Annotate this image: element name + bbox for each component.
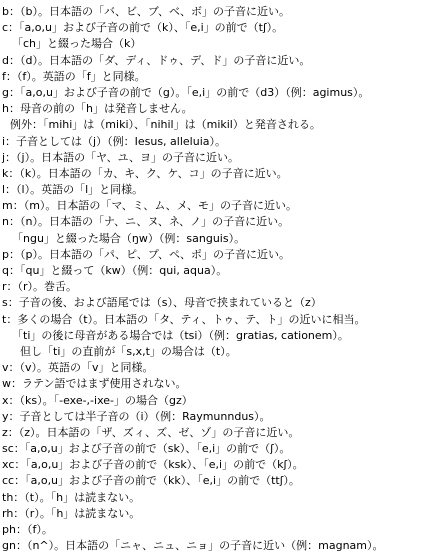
entry-th: th：（t）。「h」は読まない。 [2, 490, 141, 504]
entry-t: t：多くの場合（t）。日本語の「タ、ティ、トゥ、テ、ト」の近いに相当。 [2, 312, 366, 326]
entry-cc: cc：「a,o,u」および子音の前で（kk）、「e,i」の前で（ttʃ）。 [2, 474, 300, 488]
entry-n-ngu-note: 「ngu」と綴った場合（ŋw）（例：sanguis）。 [12, 231, 246, 245]
entry-h: h：母音の前の「h」は発音しません。 [2, 102, 193, 116]
entry-z: z：（z）。日本語の「ザ、ズィ、ズ、ゼ、ゾ」の子音に近い。 [2, 425, 300, 439]
entry-n: n：（n）。日本語の「ナ、ニ、ヌ、ネ、ノ」の子音に近い。 [2, 215, 290, 229]
entry-k: k：（k）。日本語の「カ、キ、ク、ケ、コ」の子音に近い。 [2, 166, 288, 180]
entry-q: q：「qu」と綴って（kw）（例：qui, aqua）。 [2, 264, 228, 277]
entry-x: x：（ks）。「-exe-,-ixe-」の場合（gz） [2, 393, 193, 407]
entry-w: w：ラテン語ではまず使用されない。 [2, 377, 187, 391]
entry-xc: xc：「a,o,u」および子音の前で（ksk）、「e,i」の前で（kʃ）。 [2, 458, 304, 472]
entry-p: p：（p）。日本語の「パ、ピ、プ、ペ、ポ」の子音に近い。 [2, 247, 290, 261]
entry-ph: ph：（f）。 [2, 523, 53, 536]
entry-v: v：（v）。英語の「v」と同様。 [2, 361, 154, 375]
entry-gn: gn：（n^）。日本語の「ニャ、ニュ、ニョ」の子音に近い（例：magnam）。 [2, 539, 384, 553]
entry-r: r：（r）。巻舌。 [2, 280, 78, 294]
entry-y: y：子音としては半子音の（i）（例：Raymunndus）。 [2, 409, 271, 423]
entry-b: b：（b）。日本語の「バ、ビ、ブ、ベ、ボ」の子音に近い。 [2, 5, 290, 18]
entry-h-exception: 例外：「mihi」は（miki）、「nihil」は（mikil）と発音される。 [10, 118, 321, 132]
entry-t-exception: 但し「ti」の直前が「s,x,t」の場合は（t）。 [20, 344, 237, 358]
entry-s: s：子音の後、および語尾では（s）、母音で挟まれていると（z） [2, 296, 322, 310]
entry-sc: sc：「a,o,u」および子音の前で（sk）、「e,i」の前で（ʃ）。 [2, 442, 291, 456]
entry-d: d：（d）。日本語の「ダ、ディ、ドゥ、デ、ド」の子音に近い。 [2, 53, 311, 67]
entry-c-ch-note: 「ch」と綴った場合（k） [12, 37, 142, 51]
pronunciation-list [2, 4, 432, 554]
entry-i: i：子音としては（j）（例：Iesus, alleluia）。 [2, 134, 226, 148]
entry-c: c：「a,o,u」および子音の前で（k）、「e,i」の前で（tʃ）。 [2, 21, 284, 35]
entry-t-ti-note: 「ti」の後に母音がある場合では（tsi）（例：gratias, cationem）。 [12, 328, 349, 342]
entry-f: f：（f）。英語の「f」と同様。 [2, 69, 146, 83]
entry-g: g：「a,o,u」および子音の前で（g）。「e,i」の前で（d3）（例：agimus）。 [2, 85, 370, 99]
entry-j: j：（j）。日本語の「ヤ、ユ、ヨ」の子音に近い。 [2, 150, 240, 164]
entry-m: m：（m）。日本語の「マ、ミ、ム、メ、モ」の子音に近い。 [2, 199, 297, 213]
entry-l: l：（l）。英語の「l」と同様。 [2, 183, 144, 197]
entry-rh: rh：（r）。「h」は読まない。 [2, 506, 141, 520]
